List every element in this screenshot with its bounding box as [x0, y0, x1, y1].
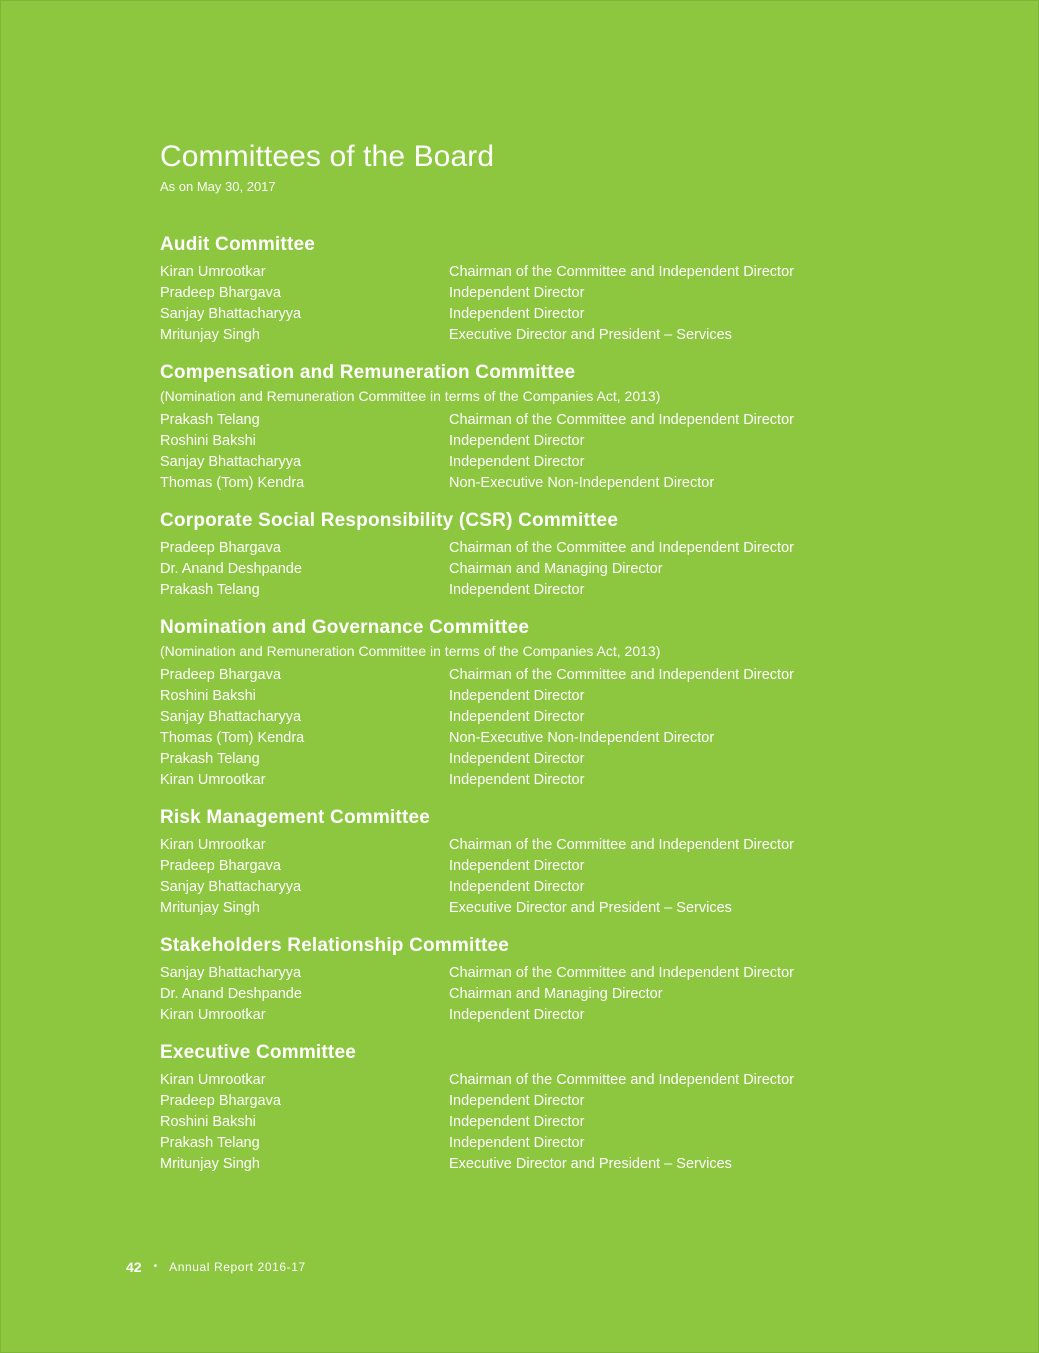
member-role: Independent Director	[449, 433, 585, 449]
member-name: Kiran Umrootkar	[160, 1007, 266, 1023]
member-list	[160, 262, 920, 346]
member-role: Non-Executive Non-Independent Director	[449, 475, 715, 491]
member-name: Prakash Telang	[160, 412, 260, 428]
member-name: Sanjay Bhattacharyya	[160, 709, 302, 725]
member-name: Thomas (Tom) Kendra	[160, 730, 305, 746]
committee-name: Executive Committee	[160, 1042, 356, 1063]
member-row	[160, 728, 920, 749]
member-role: Independent Director	[449, 879, 585, 895]
committee-name: Stakeholders Relationship Committee	[160, 935, 510, 956]
member-role: Independent Director	[449, 285, 585, 301]
member-role: Independent Director	[449, 1114, 585, 1130]
member-name: Sanjay Bhattacharyya	[160, 306, 302, 322]
member-list	[160, 835, 920, 919]
member-role: Chairman of the Committee and Independent Director	[449, 837, 794, 853]
member-name: Pradeep Bhargava	[160, 667, 281, 683]
member-role: Independent Director	[449, 709, 585, 725]
member-role: Chairman of the Committee and Independent Director	[449, 1072, 794, 1088]
member-role: Chairman of the Committee and Independent Director	[449, 264, 794, 280]
committee-section	[160, 933, 920, 1026]
main-content	[160, 138, 920, 1189]
member-role: Executive Director and President – Services	[449, 900, 732, 916]
member-role: Independent Director	[449, 454, 585, 470]
report-title: Annual Report 2016-17	[169, 1260, 306, 1274]
member-name: Sanjay Bhattacharyya	[160, 965, 302, 981]
member-row	[160, 580, 920, 601]
member-name: Mritunjay Singh	[160, 327, 260, 343]
committee-section	[160, 508, 920, 601]
member-row	[160, 410, 920, 431]
member-row	[160, 262, 920, 283]
member-name: Roshini Bakshi	[160, 433, 256, 449]
committee-name: Compensation and Remuneration Committee	[160, 362, 576, 383]
committee-name: Nomination and Governance Committee	[160, 617, 530, 638]
member-role: Independent Director	[449, 1135, 585, 1151]
member-row	[160, 283, 920, 304]
member-row	[160, 325, 920, 346]
member-row	[160, 473, 920, 494]
member-row	[160, 963, 920, 984]
member-row	[160, 984, 920, 1005]
member-role: Independent Director	[449, 1007, 585, 1023]
member-name: Kiran Umrootkar	[160, 772, 266, 788]
member-list	[160, 963, 920, 1026]
member-role: Independent Director	[449, 1093, 585, 1109]
member-role: Chairman and Managing Director	[449, 986, 663, 1002]
member-role: Chairman of the Committee and Independent Director	[449, 965, 794, 981]
committee-section	[160, 360, 920, 494]
member-list	[160, 410, 920, 494]
member-row	[160, 1154, 920, 1175]
member-name: Kiran Umrootkar	[160, 1072, 266, 1088]
page-title: Committees of the Board	[160, 140, 495, 173]
member-name: Pradeep Bhargava	[160, 858, 281, 874]
member-row	[160, 1112, 920, 1133]
member-row	[160, 686, 920, 707]
member-row	[160, 559, 920, 580]
member-row	[160, 1070, 920, 1091]
committees-list	[160, 232, 920, 1175]
member-row	[160, 431, 920, 452]
committee-name: Audit Committee	[160, 234, 315, 255]
member-list	[160, 538, 920, 601]
member-role: Independent Director	[449, 772, 585, 788]
member-name: Roshini Bakshi	[160, 688, 256, 704]
member-role: Chairman of the Committee and Independent Director	[449, 667, 794, 683]
member-row	[160, 749, 920, 770]
member-name: Pradeep Bhargava	[160, 540, 281, 556]
member-role: Executive Director and President – Services	[449, 1156, 732, 1172]
member-row	[160, 1005, 920, 1026]
footer-separator: •	[153, 1261, 158, 1272]
member-list	[160, 665, 920, 791]
committee-section	[160, 805, 920, 919]
member-role: Independent Director	[449, 306, 585, 322]
member-name: Dr. Anand Deshpande	[160, 986, 302, 1002]
member-row	[160, 304, 920, 325]
committee-note: (Nomination and Remuneration Committee in terms of the Companies Act, 2013)	[160, 388, 661, 404]
member-role: Non-Executive Non-Independent Director	[449, 730, 715, 746]
committee-section	[160, 1040, 920, 1175]
member-name: Kiran Umrootkar	[160, 837, 266, 853]
member-row	[160, 856, 920, 877]
member-role: Independent Director	[449, 582, 585, 598]
member-row	[160, 452, 920, 473]
member-role: Chairman and Managing Director	[449, 561, 663, 577]
member-row	[160, 707, 920, 728]
committee-name: Corporate Social Responsibility (CSR) Committee	[160, 510, 619, 531]
member-name: Pradeep Bhargava	[160, 285, 281, 301]
member-role: Chairman of the Committee and Independent Director	[449, 540, 794, 556]
member-name: Dr. Anand Deshpande	[160, 561, 302, 577]
member-name: Kiran Umrootkar	[160, 264, 266, 280]
member-name: Sanjay Bhattacharyya	[160, 879, 302, 895]
member-name: Mritunjay Singh	[160, 1156, 260, 1172]
member-row	[160, 538, 920, 559]
member-row	[160, 898, 920, 919]
member-name: Roshini Bakshi	[160, 1114, 256, 1130]
member-role: Independent Director	[449, 751, 585, 767]
committee-section	[160, 615, 920, 791]
member-role: Chairman of the Committee and Independent Director	[449, 412, 794, 428]
committee-name: Risk Management Committee	[160, 807, 431, 828]
member-row	[160, 877, 920, 898]
member-list	[160, 1070, 920, 1175]
member-name: Pradeep Bhargava	[160, 1093, 281, 1109]
member-role: Independent Director	[449, 688, 585, 704]
member-role: Independent Director	[449, 858, 585, 874]
member-row	[160, 665, 920, 686]
committee-section	[160, 232, 920, 346]
member-name: Thomas (Tom) Kendra	[160, 475, 305, 491]
page-subtitle: As on May 30, 2017	[160, 179, 276, 194]
member-row	[160, 770, 920, 791]
committee-note: (Nomination and Remuneration Committee in terms of the Companies Act, 2013)	[160, 643, 661, 659]
member-name: Prakash Telang	[160, 1135, 260, 1151]
member-name: Prakash Telang	[160, 751, 260, 767]
member-row	[160, 1091, 920, 1112]
member-name: Prakash Telang	[160, 582, 260, 598]
member-row	[160, 835, 920, 856]
member-row	[160, 1133, 920, 1154]
page-number: 42	[126, 1259, 142, 1275]
page-footer	[126, 1258, 306, 1276]
member-role: Executive Director and President – Services	[449, 327, 732, 343]
member-name: Sanjay Bhattacharyya	[160, 454, 302, 470]
member-name: Mritunjay Singh	[160, 900, 260, 916]
